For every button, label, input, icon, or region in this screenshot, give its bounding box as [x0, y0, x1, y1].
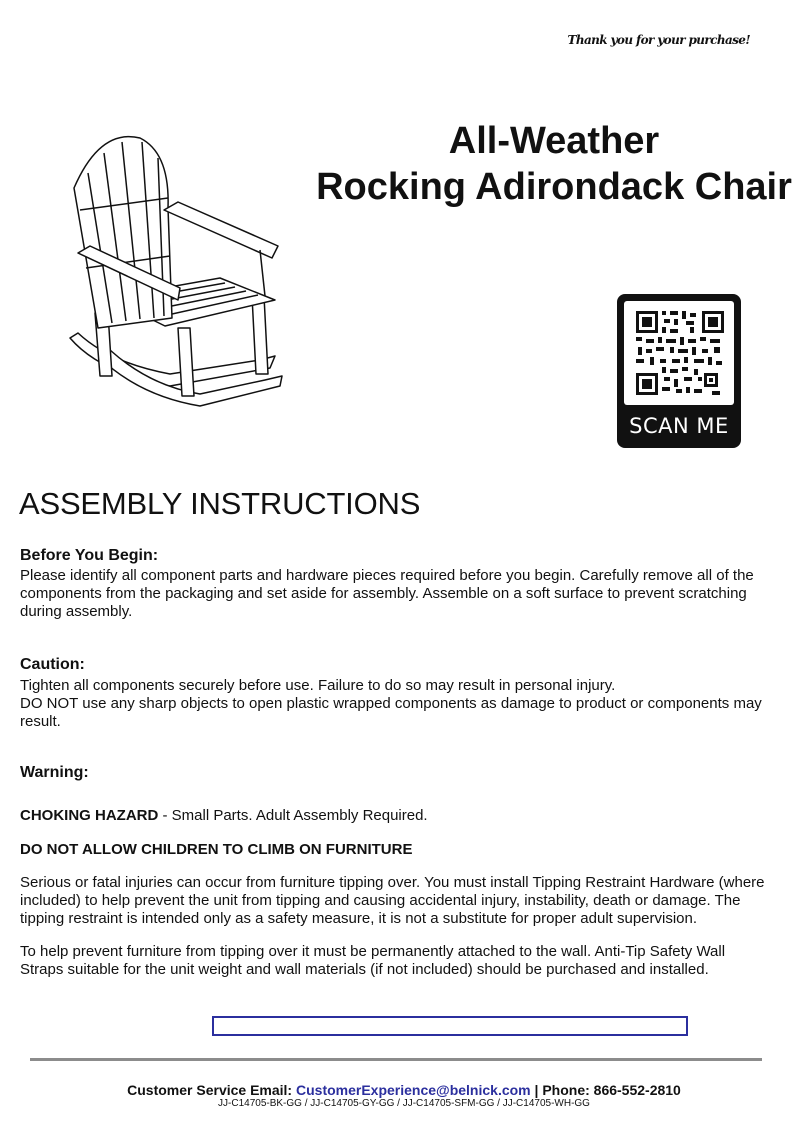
title-line-1: All-Weather [448, 120, 660, 162]
tipping-warning-text: Serious or fatal injuries can occur from furniture tipping over. You must install Tipping Restraint Hardware (where included) to help prevent the unit from tipping and causing accidental injury, instability, death or damage. The tipping restraint is intended only as a safety measure, it is not a substitute for proper adult supervision. [20, 874, 765, 927]
rocking-chair-illustration [60, 128, 285, 418]
choking-hazard-line [20, 807, 780, 825]
caution-heading: Caution: [20, 656, 85, 673]
choking-hazard-label: CHOKING HAZARD [20, 807, 159, 824]
before-you-begin-text: Please identify all component parts and hardware pieces required before you begin. Carefully remove all of the components from the packaging and set aside for assembly. Assemble on a soft surface to prevent scratching during assembly. [20, 567, 754, 620]
footer-divider [30, 1058, 762, 1061]
qr-code-pattern [624, 301, 734, 405]
model-numbers: JJ-C14705-BK-GG / JJ-C14705-GY-GG / JJ-C14705-SFM-GG / JJ-C14705-WH-GG [218, 1098, 590, 1109]
phone-text: | Phone: 866-552-2810 [530, 1082, 681, 1098]
choking-hazard-text: - Small Parts. Adult Assembly Required. [158, 807, 428, 824]
before-you-begin-heading: Before You Begin: [20, 547, 159, 564]
right-armrest [164, 202, 278, 258]
email-label: Customer Service Email: [127, 1082, 296, 1098]
page-title [300, 118, 808, 210]
title-line-2: Rocking Adirondack Chair [316, 166, 792, 208]
qr-code-badge[interactable] [617, 294, 741, 448]
thank-you-note: Thank you for your purchase! [567, 33, 750, 47]
caution-line-2: DO NOT use any sharp objects to open plastic wrapped components as damage to product or components may result. [20, 695, 762, 730]
qr-code[interactable] [624, 301, 734, 405]
customer-email-link[interactable]: CustomerExperience@belnick.com [296, 1082, 531, 1098]
wall-strap-warning-text: To help prevent furniture from tipping over it must be permanently attached to the wall. Anti-Tip Safety Wall Straps suitable for the unit weight and wall materials (if not included) should be purchased and installed. [20, 943, 726, 978]
scan-me-label: SCAN ME [629, 414, 729, 438]
assembly-heading: ASSEMBLY INSTRUCTIONS [19, 486, 421, 521]
blank-outline-box [212, 1016, 688, 1036]
caution-line-1: Tighten all components securely before use. Failure to do so may result in personal injury. [20, 677, 616, 694]
warning-heading: Warning: [20, 764, 89, 781]
no-climb-warning: DO NOT ALLOW CHILDREN TO CLIMB ON FURNITURE [20, 841, 413, 858]
customer-service-line [0, 1082, 808, 1098]
